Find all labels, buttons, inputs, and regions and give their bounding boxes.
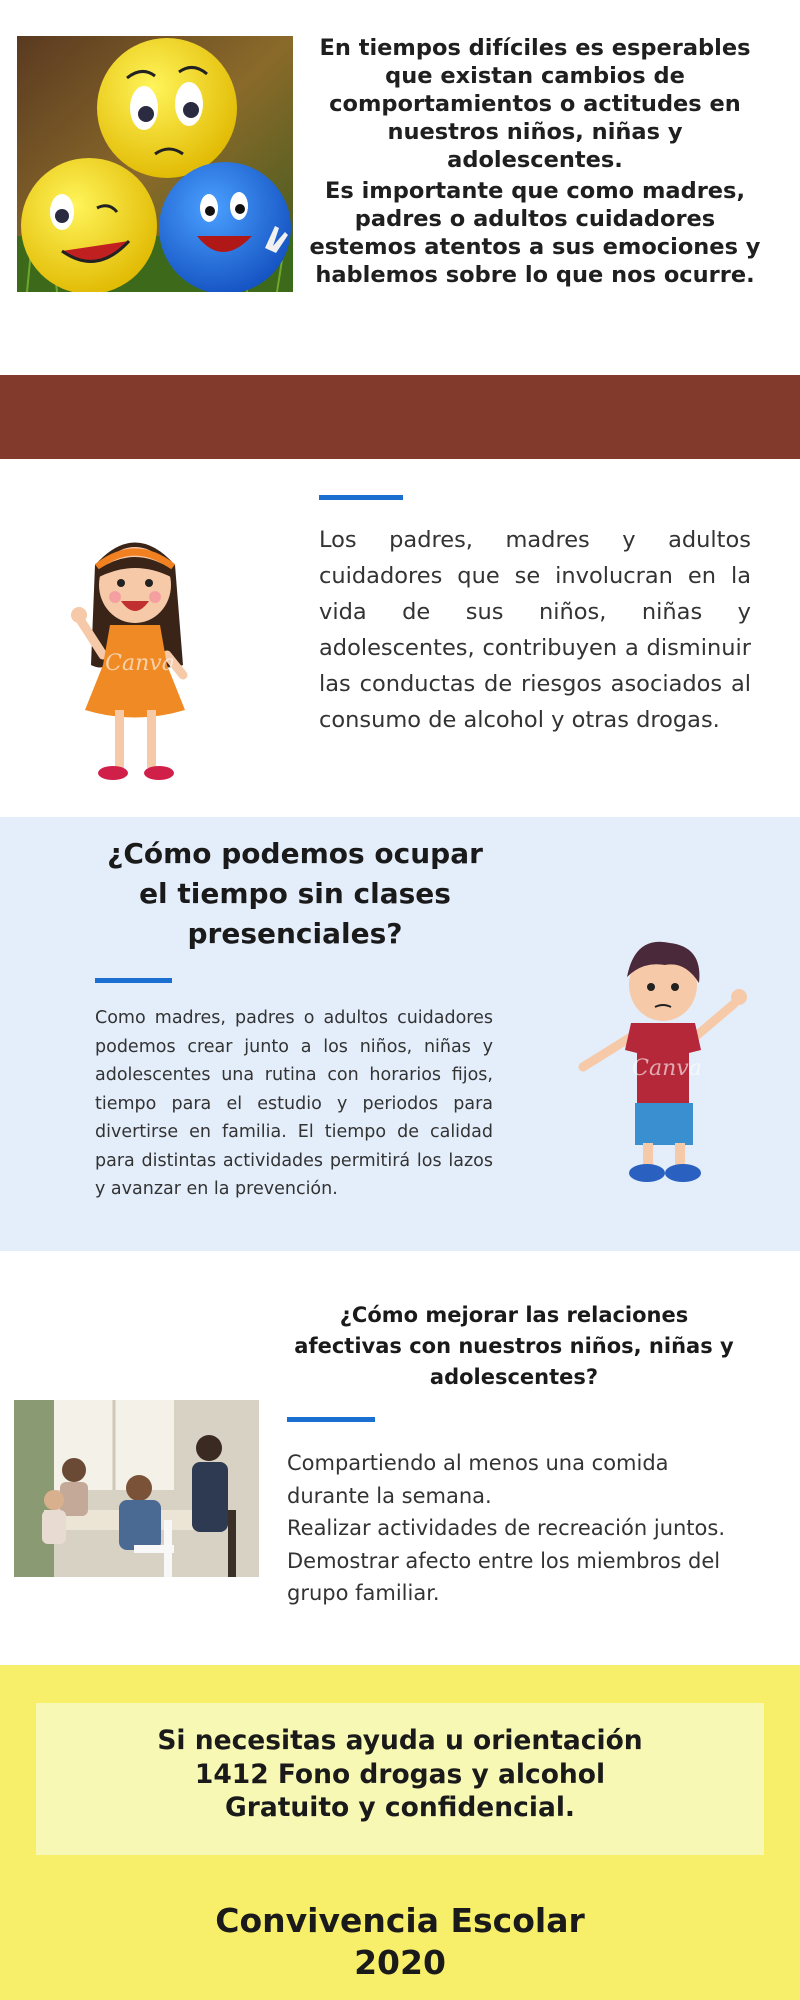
footer-year: 2020: [354, 1943, 446, 1982]
relations-list: [287, 1447, 757, 1610]
help-line-3: Gratuito y confidencial.: [225, 1792, 575, 1823]
intro-paragraph-1: En tiempos difíciles es esperables que existan cambios de comportamientos o actitudes en nuestros niños, niñas y adolescentes.: [319, 35, 751, 173]
emoji-balls-photo: [17, 36, 293, 292]
time-heading: ¿Cómo podemos ocupar el tiempo sin clases presenciales?: [107, 837, 483, 950]
help-line-1: Si necesitas ayuda u orientación: [157, 1725, 643, 1756]
intro-paragraph-2: Es importante que como madres, padres o adultos cuidadores estemos atentos a sus emociones y hablemos sobre lo que nos ocurre.: [309, 178, 761, 288]
accent-divider: [287, 1417, 375, 1422]
list-item: Demostrar afecto entre los miembros del grupo familiar.: [287, 1548, 721, 1605]
accent-divider: [95, 978, 172, 983]
help-phone-line: 1412 Fono drogas y alcohol: [194, 1758, 606, 1790]
time-paragraph: Como madres, padres o adultos cuidadores podemos crear junto a los niños, niñas y adolescentes una rutina con horarios fijos, tiempo para el estudio y periodos para divertirse en familia. El tiempo de calidad para distintas actividades permitirá los lazos y avanzar en la prevención.: [95, 1008, 493, 1199]
watermark-text: Canva: [632, 1056, 702, 1081]
parents-paragraph: Los padres, madres y adultos cuidadores que se involucran en la vida de sus niños, niñas y adolescentes, contribuyen a disminuir las conductas de riesgos asociados al consumo de alcohol y otras drogas.: [319, 527, 751, 733]
brown-divider-band: [0, 375, 800, 459]
family-dinner-photo: [14, 1400, 259, 1577]
boy-illustration: [575, 925, 755, 1195]
footer-line-1: Convivencia Escolar: [215, 1901, 585, 1940]
relations-heading: ¿Cómo mejorar las relaciones afectivas con nuestros niños, niñas y adolescentes?: [294, 1303, 734, 1389]
girl-illustration: [55, 525, 225, 795]
footer-title: [0, 1900, 800, 1984]
list-item: Realizar actividades de recreación juntos.: [287, 1516, 726, 1540]
list-item: Compartiendo al menos una comida durante la semana.: [287, 1451, 669, 1508]
help-text: [36, 1724, 764, 1825]
watermark-text: Canva: [105, 651, 175, 676]
accent-divider: [319, 495, 403, 500]
